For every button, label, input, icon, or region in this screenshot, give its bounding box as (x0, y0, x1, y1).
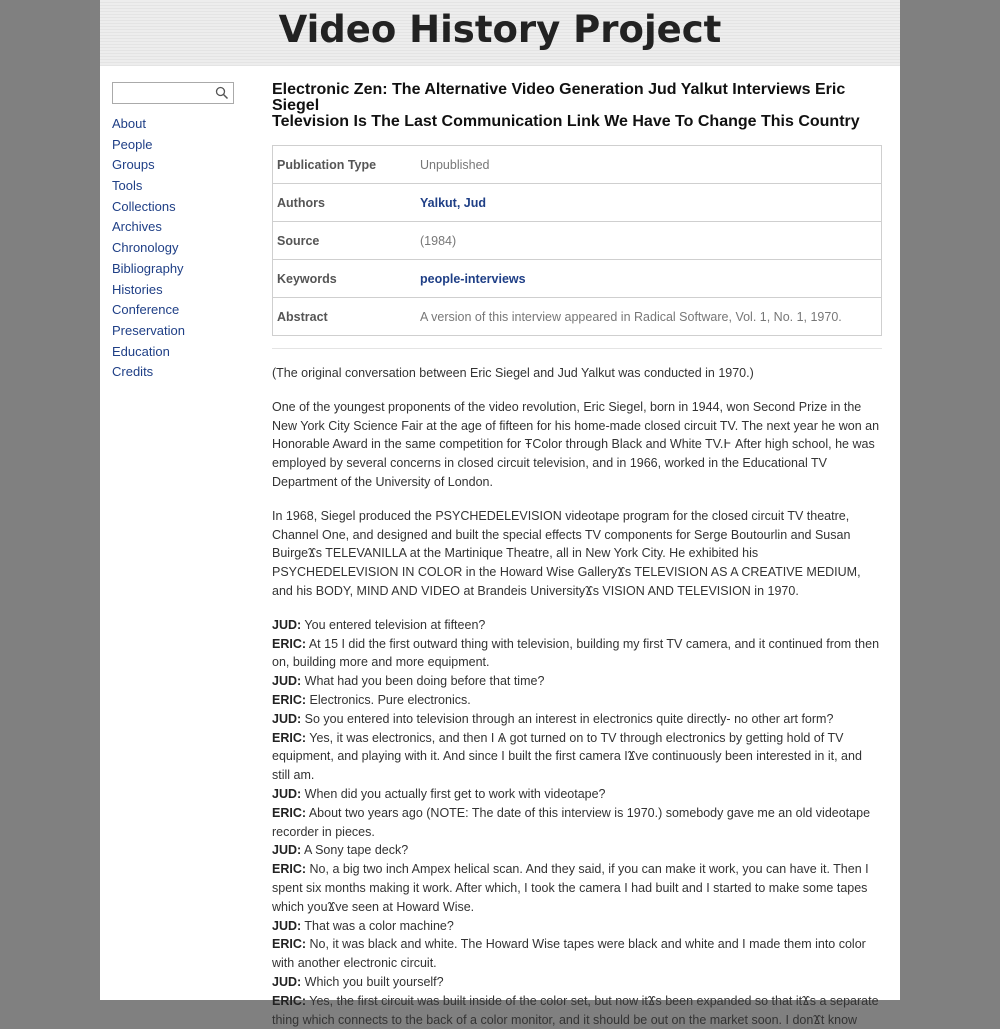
nav-link-tools[interactable]: Tools (112, 178, 143, 194)
transcript-line (272, 860, 882, 916)
transcript-line (272, 804, 882, 842)
biblio-label: Keywords (273, 260, 417, 298)
utterance: Electronics. Pure electronics. (309, 692, 471, 707)
body-paragraph: In 1968, Siegel produced the PSYCHEDELEVISION videotape program for the closed circuit TV theatre, Channel One, and designed and built the special effects TV components for Serge Boutourlin and Susan BuirgeϪs TELEVANILLA at the Martinique Theatre, all in New York City. He exhibited his PSYCHEDELEVISION IN COLOR in the Howard Wise GalleryϪs TELEVISION AS A CREATIVE MEDIUM, and his BODY, MIND AND VIDEO at Brandeis UniversityϪs VISION AND TELEVISION in 1970. (272, 508, 861, 598)
speaker: ERIC: (272, 862, 307, 877)
nav-link-collections[interactable]: Collections (112, 198, 176, 214)
transcript-line (272, 841, 882, 860)
speaker: JUD: (272, 918, 302, 933)
utterance: No, it was black and white. The Howard Wise tapes were black and white and I made them into color with another electronic circuit. (272, 937, 866, 971)
speaker: ERIC: (272, 805, 307, 820)
speaker: ERIC: (272, 636, 307, 651)
divider (272, 348, 882, 349)
nav-item-about (112, 114, 237, 135)
utterance: At 15 I did the first outward thing with television, building my first TV camera, and it continued from then on, building more and more equipment. (272, 636, 880, 670)
nav-item-conference (112, 300, 237, 321)
body-paragraph: One of the youngest proponents of the video revolution, Eric Siegel, born in 1944, won Second Prize in the New York City Science Fair at the age of fifteen for his home-made closed circuit TV. The next year he won an Honorable Award in the same competition for ŦColor through Black and White TV.Ͱ After high school, he was employed by several concerns in closed circuit television, and in 1966, worked in the Educational TV Department of the University of London. (272, 399, 880, 489)
utterance: So you entered into television through an interest in electronics quite directly- no other art form? (304, 711, 834, 726)
interview-transcript (272, 616, 882, 1029)
utterance: What had you been doing before that time? (304, 674, 545, 689)
article-title (272, 82, 882, 130)
nav-item-collections (112, 197, 237, 218)
search-icon (215, 86, 229, 100)
transcript-line (272, 785, 882, 804)
utterance: Which you built yourself? (304, 974, 444, 989)
nav-link-conference[interactable]: Conference (112, 302, 180, 318)
speaker: JUD: (272, 674, 302, 689)
biblio-row-publication-type (273, 146, 882, 184)
biblio-row-keywords (273, 260, 882, 298)
transcript-line (272, 616, 882, 635)
search-box (112, 82, 234, 104)
search-button[interactable] (215, 86, 229, 100)
biblio-table (272, 145, 882, 336)
main-nav (112, 114, 237, 383)
biblio-label: Abstract (273, 298, 417, 336)
biblio-value: (1984) (416, 222, 882, 260)
page (100, 0, 900, 1027)
search-input[interactable] (115, 84, 211, 100)
nav-item-tools (112, 176, 237, 197)
utterance: When did you actually first get to work with videotape? (304, 786, 606, 801)
speaker: ERIC: (272, 993, 307, 1008)
site-header (100, 0, 900, 66)
nav-link-credits[interactable]: Credits (112, 364, 154, 380)
nav-link-education[interactable]: Education (112, 343, 170, 359)
transcript-line (272, 635, 882, 673)
utterance: No, a big two inch Ampex helical scan. And they said, if you can make it work, you can have it. Then I spent six months making it work. After which, I took the camera I had built and I started to make some tapes which youϪve seen at Howard Wise. (272, 862, 869, 914)
body-paragraph: (The original conversation between Eric Siegel and Jud Yalkut was conducted in 1970.) (272, 366, 754, 380)
transcript-line (272, 935, 882, 973)
utterance: A Sony tape deck? (303, 843, 409, 858)
biblio-row-source (273, 222, 882, 260)
nav-link-groups[interactable]: Groups (112, 157, 155, 173)
utterance: Yes, it was electronics, and then I Ѧ got turned on to TV through electronics by getting hold of TV equipment, and playing with it. And since I built the first camera IϪve continuously been interested in it, and still am. (272, 730, 862, 783)
nav-item-bibliography (112, 259, 237, 280)
article-title-line: Electronic Zen: The Alternative Video Generation Jud Yalkut Interviews Eric Siegel (272, 81, 846, 114)
speaker: ERIC: (272, 937, 307, 952)
biblio-label: Source (273, 222, 417, 260)
nav-link-archives[interactable]: Archives (112, 219, 162, 235)
speaker: JUD: (272, 786, 302, 801)
nav-item-education (112, 342, 237, 363)
nav-item-archives (112, 217, 237, 238)
nav-link-chronology[interactable]: Chronology (112, 240, 179, 256)
main-content (272, 82, 882, 1029)
nav-link-histories[interactable]: Histories (112, 281, 163, 297)
biblio-row-authors (273, 184, 882, 222)
nav-item-groups (112, 155, 237, 176)
transcript-line (272, 710, 882, 729)
speaker: ERIC: (272, 692, 307, 707)
utterance: You entered television at fifteen? (304, 617, 486, 632)
nav-item-histories (112, 280, 237, 301)
transcript-line (272, 992, 882, 1029)
nav-item-credits (112, 362, 237, 383)
transcript-line (272, 691, 882, 710)
site-title[interactable]: Video History Project (278, 8, 722, 51)
nav-link-bibliography[interactable]: Bibliography (112, 260, 184, 276)
biblio-value (416, 184, 882, 222)
utterance: Yes, the first circuit was built inside of the color set, but now itϪs been expanded so that itϪs a separate thing which connects to the back of a color monitor, and it should be out on the market soon. I donϪt know (272, 993, 879, 1027)
transcript-line (272, 672, 882, 691)
author-link[interactable]: Yalkut, Jud (420, 195, 486, 210)
article-body (272, 364, 882, 1029)
article-title-line: Television Is The Last Communication Link We Have To Change This Country (272, 113, 860, 130)
speaker: ERIC: (272, 730, 307, 745)
speaker: JUD: (272, 617, 302, 632)
nav-link-people[interactable]: People (112, 136, 153, 152)
biblio-value: Unpublished (416, 146, 882, 184)
biblio-value: A version of this interview appeared in Radical Software, Vol. 1, No. 1, 1970. (416, 298, 882, 336)
biblio-label: Authors (273, 184, 417, 222)
transcript-line (272, 917, 882, 936)
nav-item-people (112, 135, 237, 156)
transcript-line (272, 973, 882, 992)
biblio-label: Publication Type (273, 146, 417, 184)
speaker: JUD: (272, 974, 302, 989)
transcript-line (272, 729, 882, 785)
nav-item-chronology (112, 238, 237, 259)
keyword-link[interactable]: people-interviews (420, 271, 526, 286)
biblio-value (416, 260, 882, 298)
utterance: That was a color machine? (304, 918, 454, 933)
speaker: JUD: (272, 843, 302, 858)
speaker: JUD: (272, 711, 302, 726)
nav-link-preservation[interactable]: Preservation (112, 322, 185, 338)
biblio-row-abstract (273, 298, 882, 336)
utterance: About two years ago (NOTE: The date of this interview is 1970.) somebody gave me an old videotape recorder in pieces. (272, 805, 871, 839)
nav-link-about[interactable]: About (112, 116, 146, 131)
nav-item-preservation (112, 321, 237, 342)
sidebar (112, 82, 237, 383)
